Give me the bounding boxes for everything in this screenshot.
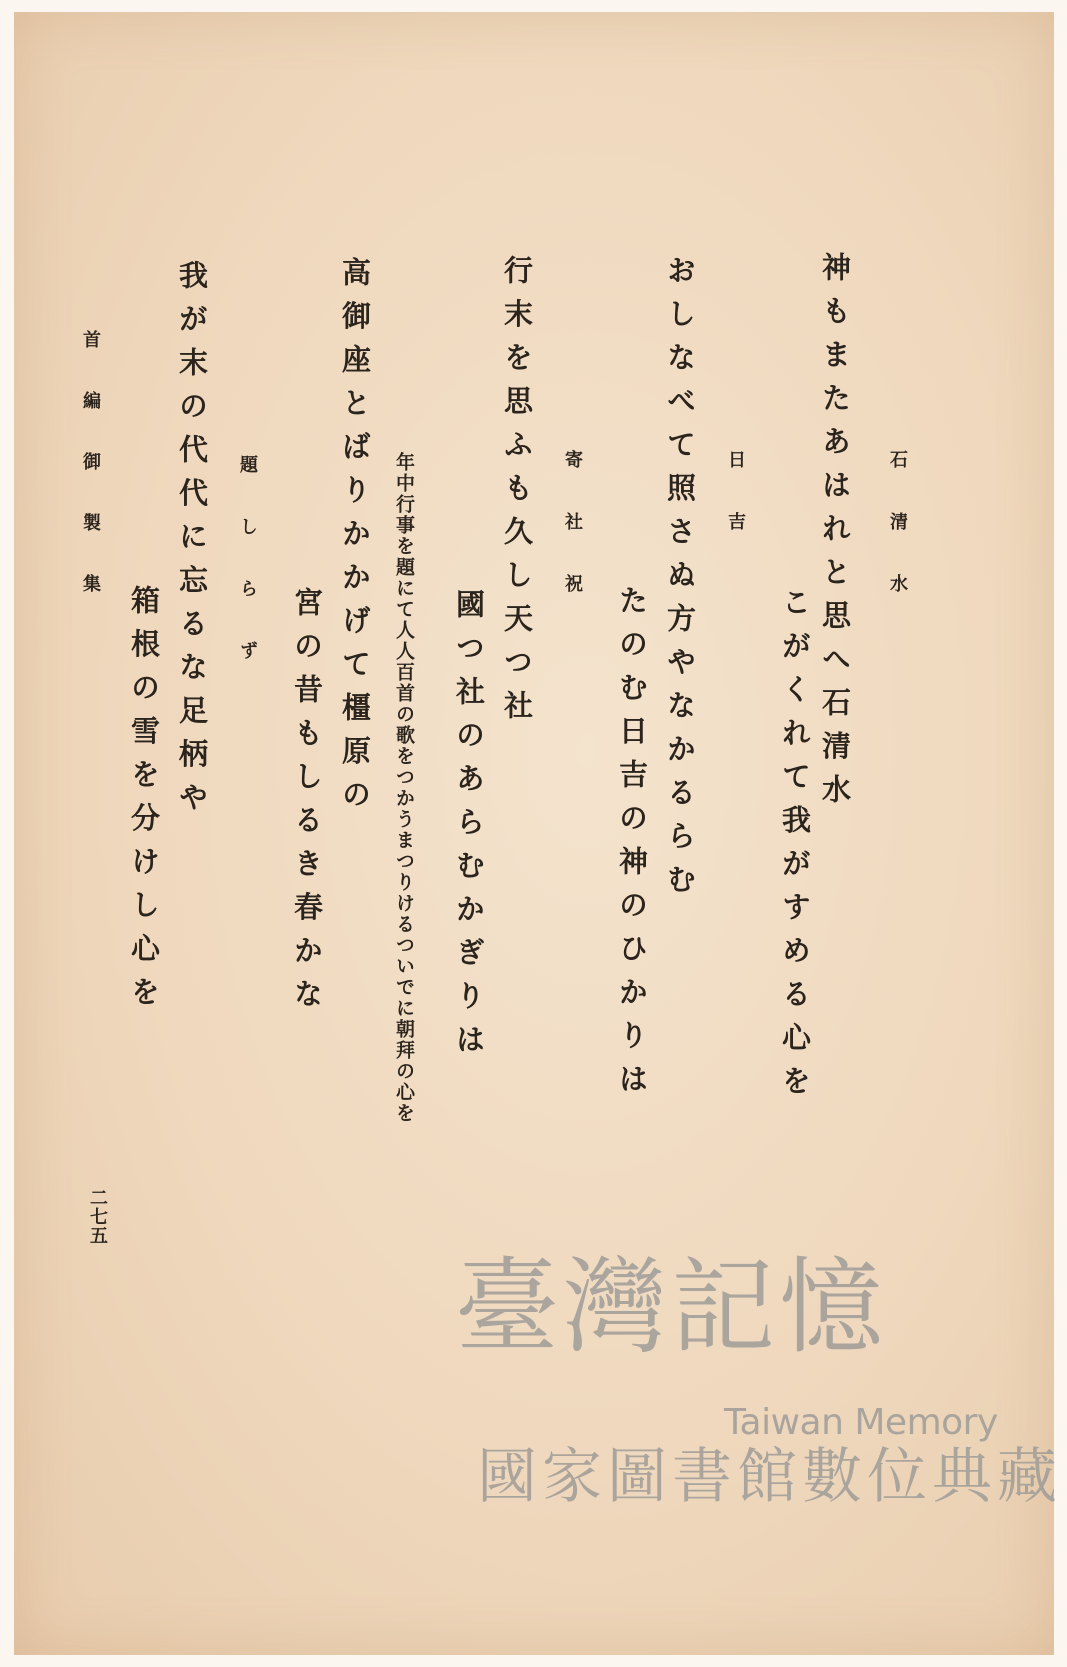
poem-line: こがくれて我がすめる心を [778,587,812,1109]
poem-title-daishirazu: 題しらず [237,455,258,703]
poem-title-iwashimizu: 石清水 [887,450,908,636]
poem-line: 高御座とばりかかげて橿原の [338,257,372,823]
poem-line: 我が末の代代に忘るな足柄や [175,260,209,826]
poem-preface: 年中行事を題にて人人百首の歌をつかうまつりけるついでに朝拜の心を [393,452,415,1124]
poem-title-hiyoshi: 日吉 [725,450,746,574]
poem-line: 行末を思ふも久し天つ社 [500,255,534,734]
poem-line: おしなべて照さぬ方やなかるらむ [663,255,697,908]
poem-line: 國つ社のあらむかぎりは [452,589,486,1068]
book-page [14,12,1054,1655]
running-header: 首編御製集 [80,330,101,635]
watermark-english: Taiwan Memory [724,1402,998,1443]
poem-line: 箱根の雪を分けし心を [127,585,161,1020]
poem-line: 宮の昔もしるき春かな [290,587,324,1022]
poem-line: 神もまたあはれと思へ石清水 [818,252,852,818]
watermark-brand: 臺灣記憶 [455,1246,888,1368]
page-number: 二七五 [87,1188,108,1245]
watermark-chinese: 國家圖書館數位典藏 [477,1442,1062,1512]
poem-title-yoshirou: 寄社祝 [562,450,583,636]
poem-line: たのむ日吉の神のひかりは [615,585,649,1107]
